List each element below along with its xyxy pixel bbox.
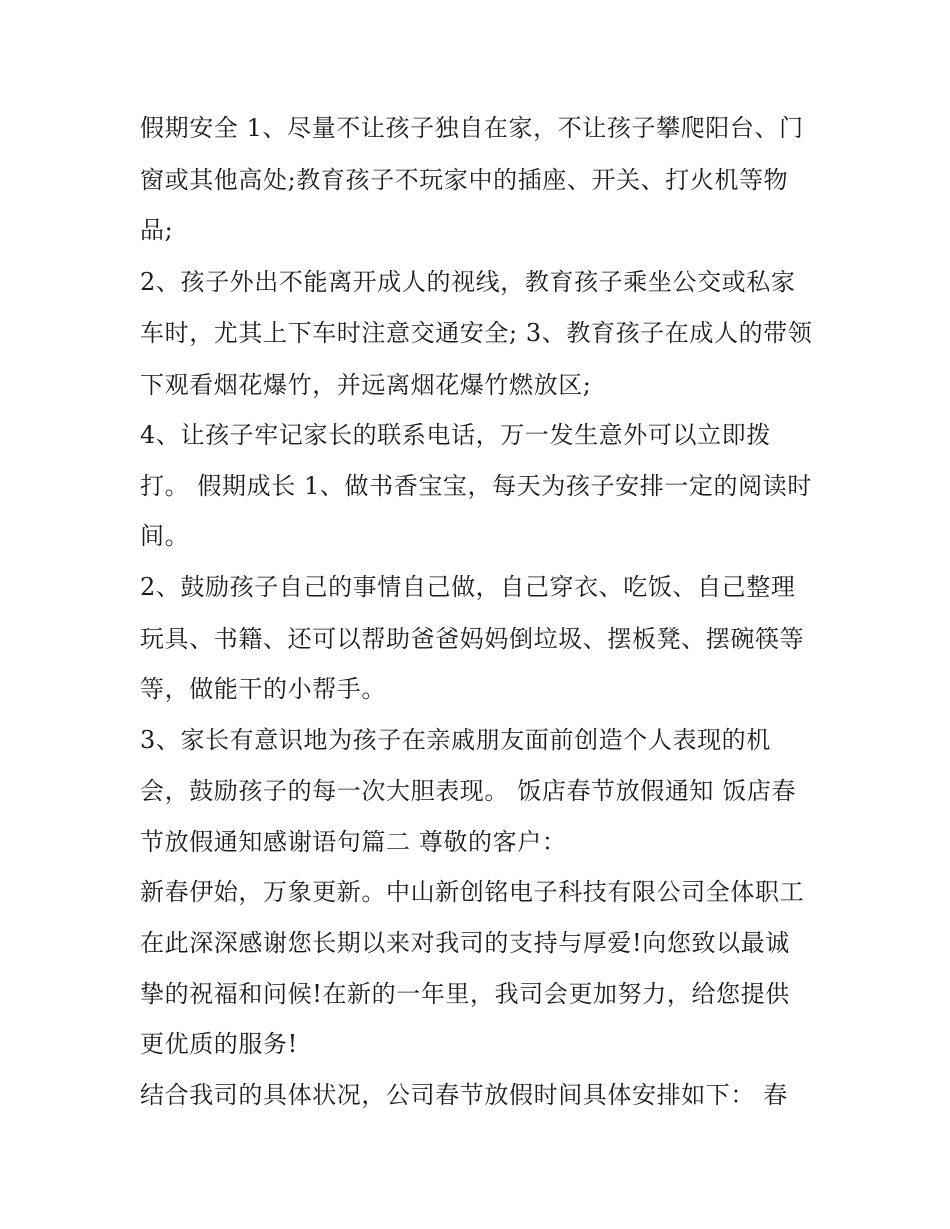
text-line: 玩具、书籍、还可以帮助爸爸妈妈倒垃圾、摆板凳、摆碗筷等: [140, 625, 805, 653]
text-line: 结合我司的具体状况，公司春节放假时间具体安排如下： 春: [140, 1081, 788, 1109]
text-line: 假期安全 1、尽量不让孩子独自在家，不让孩子攀爬阳台、门: [140, 114, 804, 142]
text-line: 在此深深感谢您长期以来对我司的支持与厚爱!向您致以最诚: [140, 929, 790, 957]
text-line: 等，做能干的小帮手。: [140, 675, 386, 703]
text-line: 3、家长有意识地为孩子在亲戚朋友面前创造个人表现的机: [140, 726, 771, 754]
text-line: 新春伊始，万象更新。中山新创铭电子科技有限公司全体职工: [140, 878, 805, 906]
text-line: 窗或其他高处;教育孩子不玩家中的插座、开关、打火机等物: [140, 166, 789, 194]
text-line: 车时，尤其上下车时注意交通安全; 3、教育孩子在成人的带领: [140, 319, 813, 347]
text-line: 间。: [140, 522, 190, 550]
text-line: 4、让孩子牢记家长的联系电话，万一发生意外可以立即拨: [140, 421, 771, 449]
text-line: 更优质的服务!: [140, 1030, 298, 1058]
text-line: 品;: [140, 216, 174, 244]
text-line: 2、鼓励孩子自己的事情自己做，自己穿衣、吃饭、自己整理: [140, 573, 796, 601]
text-line: 下观看烟花爆竹，并远离烟花爆竹燃放区;: [140, 371, 592, 399]
text-line: 2、孩子外出不能离开成人的视线，教育孩子乘坐公交或私家: [140, 268, 796, 296]
text-line: 打。 假期成长 1、做书香宝宝，每天为孩子安排一定的阅读时: [140, 472, 812, 500]
text-line: 会，鼓励孩子的每一次大胆表现。 饭店春节放假通知 饭店春: [140, 777, 797, 805]
text-line: 节放假通知感谢语句篇二 尊敬的客户：: [140, 828, 567, 856]
text-line: 挚的祝福和问候!在新的一年里，我司会更加努力，给您提供: [140, 980, 790, 1008]
